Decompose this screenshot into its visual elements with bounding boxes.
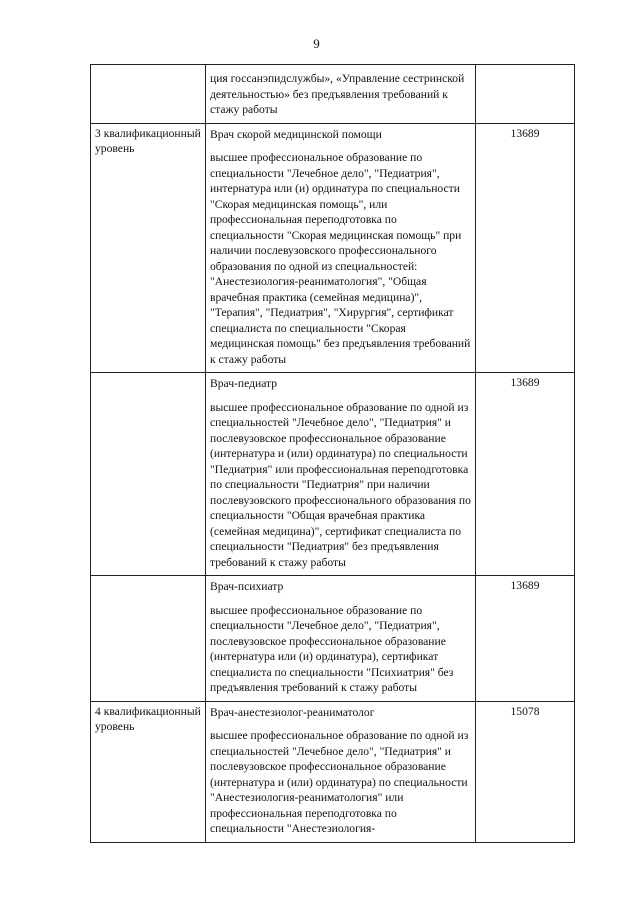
table-row bbox=[91, 576, 575, 702]
qualification-level-cell bbox=[91, 65, 206, 124]
position-title: Врач-психиатр bbox=[210, 580, 284, 593]
position-title: Врач-педиатр bbox=[210, 377, 278, 390]
table-row bbox=[91, 123, 575, 373]
qualification-level-cell: 4 квалификационный уровень bbox=[91, 701, 206, 842]
requirements-text: высшее профессиональное образование по одной из специальностей "Лечебное дело", "Педиатрия" и послевузовское профессиональное образование (интернатура и (или) ординатура) по специальности "Педиатрия" или профессиональная переподготовка по специальности "Педиатрия" при наличии послевузовского профессионального образования по специальности "Общая врачебная практика (семейная медицина)", сертификат специалиста по специальности "Педиатрия" без предъявления требований к стажу работы bbox=[210, 400, 471, 569]
salary-cell: 13689 bbox=[476, 123, 575, 373]
qualification-level-cell bbox=[91, 373, 206, 576]
position-title: Врач-анестезиолог-реаниматолог bbox=[210, 705, 375, 719]
position-cell bbox=[206, 65, 476, 124]
requirements-text: высшее профессиональное образование по одной из специальностей "Лечебное дело", "Педиатрия" и послевузовское профессиональное образование (интернатура и (или) ординатура) по специальности "Анестезиология-реаниматология" или профессиональная переподготовка по специальности "Анестезиология- bbox=[210, 729, 469, 835]
salary-cell: 13689 bbox=[476, 373, 575, 576]
position-title: Врач скорой медицинской помощи bbox=[210, 127, 382, 141]
position-cell bbox=[206, 373, 476, 576]
salary-cell: 15078 bbox=[476, 701, 575, 842]
position-cell bbox=[206, 123, 476, 373]
qualification-level-cell bbox=[91, 576, 206, 702]
table-row bbox=[91, 373, 575, 576]
page-number: 9 bbox=[313, 36, 320, 51]
requirements-text: ция госсанэпидслужбы», «Управление сестринской деятельностью» без предъявления требований к стажу работы bbox=[210, 72, 465, 116]
salary-cell bbox=[476, 65, 575, 124]
table-row bbox=[91, 701, 575, 842]
requirements-text: высшее профессиональное образование по специальности "Лечебное дело", "Педиатрия", послевузовское профессиональное образование (интернатура или (и) ординатура), сертификат специалиста по специальности "Психиатрия" без предъявления требований к стажу работы bbox=[210, 603, 454, 694]
position-cell bbox=[206, 576, 476, 702]
salary-cell: 13689 bbox=[476, 576, 575, 702]
table-row bbox=[91, 65, 575, 124]
requirements-text: высшее профессиональное образование по специальности "Лечебное дело", "Педиатрия", интернатура или (и) ординатура по специальности "Скорая медицинская помощь", или профессиональная переподготовка по специальности "Скорая медицинская помощь" при наличии послевузовского профессионального образования по одной из специальностей: "Анестезиология-реаниматология", "Общая врачебная практика (семейная медицина)", "Терапия", "Педиатрия", "Хирургия", сертификат специалиста по специальности "Скорая медицинская помощь" без предъявления требований к стажу работы bbox=[210, 151, 471, 366]
qualification-table bbox=[90, 64, 575, 843]
qualification-level-cell: 3 квалификационный уровень bbox=[91, 123, 206, 373]
position-cell bbox=[206, 701, 476, 842]
